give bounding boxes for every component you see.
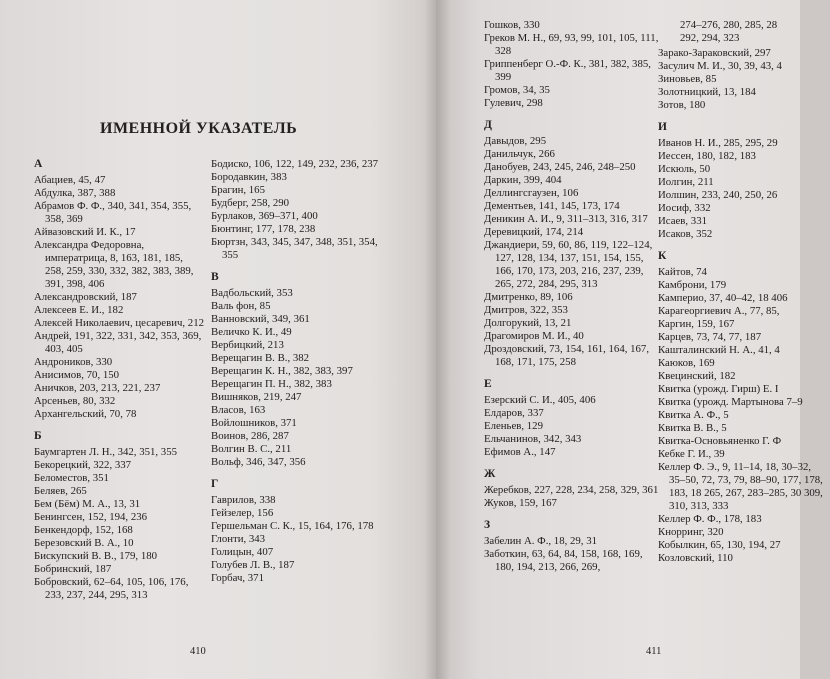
section-letter: А xyxy=(34,158,43,170)
index-entry: Квитка (урожд. Мартынова 7–9 xyxy=(658,396,803,408)
index-entry: Айвазовский И. К., 17 xyxy=(34,226,136,238)
index-entry: Каргин, 159, 167 xyxy=(658,318,735,330)
index-entry: Арсеньев, 80, 332 xyxy=(34,395,116,407)
index-entry: Искюль, 50 xyxy=(658,163,711,175)
index-entry: Еленьев, 129 xyxy=(484,420,543,432)
index-entry: Дроздовский, 73, 154, 161, 164, 167, 168, 171, 175, 258 xyxy=(484,343,650,368)
index-entry: Березовский В. А., 10 xyxy=(34,537,134,549)
index-entry: Греков М. Н., 69, 93, 99, 101, 105, 111, 328 xyxy=(484,32,659,57)
section-letter: К xyxy=(658,250,667,262)
index-entry: Голицын, 407 xyxy=(211,546,274,558)
index-entry: Власов, 163 xyxy=(211,404,266,416)
page-number-left: 410 xyxy=(190,646,206,657)
index-entry: Волгин В. С., 211 xyxy=(211,443,292,455)
continued-line-1: 274–276, 280, 285, 28 xyxy=(680,19,778,31)
index-entry: Гаврилов, 338 xyxy=(211,494,276,506)
index-entry: Квитка-Основьяненко Г. Ф xyxy=(658,435,782,447)
index-entry: Бенингсен, 152, 194, 236 xyxy=(34,511,148,523)
index-entry: Анисимов, 70, 150 xyxy=(34,369,120,381)
index-entry: Исаков, 352 xyxy=(658,228,713,240)
index-entry: Дементьев, 141, 145, 173, 174 xyxy=(484,200,620,212)
index-entry: Зиновьев, 85 xyxy=(658,73,717,85)
section-letter: В xyxy=(211,271,219,283)
index-entry: Беляев, 265 xyxy=(34,485,87,497)
section-letter: Е xyxy=(484,378,492,390)
index-entry: Деникин А. И., 9, 311–313, 316, 317 xyxy=(484,213,648,225)
index-entry: Квитка (урожд. Гирш) Е. I xyxy=(658,383,779,395)
section-letter: Б xyxy=(34,430,42,442)
index-entry: Вольф, 346, 347, 356 xyxy=(211,456,306,468)
index-entry: Горбач, 371 xyxy=(211,572,264,584)
index-entry: Гулевич, 298 xyxy=(484,97,543,109)
index-entry: Бобринский, 187 xyxy=(34,563,112,575)
section-letter: И xyxy=(658,121,667,133)
index-entry: Гошков, 330 xyxy=(484,19,540,31)
index-entry: Брагин, 165 xyxy=(211,184,265,196)
index-entry: Войлошников, 371 xyxy=(211,417,297,429)
index-entry: Забелин А. Ф., 18, 29, 31 xyxy=(484,535,597,547)
index-entry: Зотов, 180 xyxy=(658,99,706,111)
index-entry: Гриппенберг О.-Ф. К., 381, 382, 385, 399 xyxy=(484,58,651,83)
index-entry: Кайтов, 74 xyxy=(658,266,707,278)
index-entry: Верещагин В. В., 382 xyxy=(211,352,310,364)
index-entry: Кебке Г. И., 39 xyxy=(658,448,725,460)
index-column-right-2 xyxy=(658,47,828,565)
index-entry: Гершельман С. К., 15, 164, 176, 178 xyxy=(211,520,374,532)
index-entry: Джандиери, 59, 60, 86, 119, 122–124, 127, 128, 134, 137, 151, 154, 155, 166, 170, 173, 203, 216, 237, 239, 265, 272, 284, 295, 313 xyxy=(484,239,653,290)
index-column-left-1 xyxy=(34,158,204,602)
index-entry: Ефимов А., 147 xyxy=(484,446,556,458)
index-entry: Бискупский В. В., 179, 180 xyxy=(34,550,158,562)
index-entry: Козловский, 110 xyxy=(658,552,733,564)
section-letter: Д xyxy=(484,119,492,131)
index-entry: Бородавкин, 383 xyxy=(211,171,287,183)
index-entry: Келлер Ф. Ф., 178, 183 xyxy=(658,513,762,525)
index-entry: Величко К. И., 49 xyxy=(211,326,292,338)
continued-entry-zabotkin xyxy=(680,19,830,45)
index-entry: Бем (Бём) М. А., 13, 31 xyxy=(34,498,141,510)
index-entry: Засулич М. И., 30, 39, 43, 4 xyxy=(658,60,782,72)
index-entry: Верещагин К. Н., 382, 383, 397 xyxy=(211,365,353,377)
index-column-left-2 xyxy=(211,158,386,585)
index-entry: Деллингсгаузен, 106 xyxy=(484,187,579,199)
index-entry: Даркин, 399, 404 xyxy=(484,174,562,186)
index-entry: Архангельский, 70, 78 xyxy=(34,408,137,420)
index-entry: Алексеев Е. И., 182 xyxy=(34,304,124,316)
index-entry: Иосиф, 332 xyxy=(658,202,711,214)
index-entry: Бенкендорф, 152, 168 xyxy=(34,524,133,536)
index-entry: Келлер Ф. Э., 9, 11–14, 18, 30–32, 35–50, 72, 73, 79, 88–90, 177, 178, 183, 18 265, 267, 283–285, 30 309, 310, 313, 333 xyxy=(658,461,823,512)
index-entry: Драгомиров М. И., 40 xyxy=(484,330,584,342)
index-entry: Аничков, 203, 213, 221, 237 xyxy=(34,382,161,394)
index-entry: Иолшин, 233, 240, 250, 26 xyxy=(658,189,778,201)
index-column-right-1 xyxy=(484,19,659,574)
index-entry: Верещагин П. Н., 382, 383 xyxy=(211,378,332,390)
index-entry: Абдулка, 387, 388 xyxy=(34,187,116,199)
index-entry: Голубев Л. В., 187 xyxy=(211,559,295,571)
index-entry: Беломестов, 351 xyxy=(34,472,109,484)
index-entry: Долгорукий, 13, 21 xyxy=(484,317,572,329)
index-entry: Бурлаков, 369–371, 400 xyxy=(211,210,318,222)
index-entry: Данильчук, 266 xyxy=(484,148,555,160)
index-entry: Елдаров, 337 xyxy=(484,407,544,419)
index-entry: Вербицкий, 213 xyxy=(211,339,284,351)
index-entry: Деревицкий, 174, 214 xyxy=(484,226,584,238)
page-number-right: 411 xyxy=(646,646,662,657)
index-entry: Воинов, 286, 287 xyxy=(211,430,289,442)
continued-line-2: 292, 294, 323 xyxy=(680,32,740,44)
index-entry: Бюнтинг, 177, 178, 238 xyxy=(211,223,316,235)
index-entry: Дмитренко, 89, 106 xyxy=(484,291,573,303)
index-entry: Квитка В. В., 5 xyxy=(658,422,727,434)
index-entry: Бодиско, 106, 122, 149, 232, 236, 237 xyxy=(211,158,379,170)
index-entry: Камперио, 37, 40–42, 18 406 xyxy=(658,292,788,304)
index-entry: Данобуев, 243, 245, 246, 248–250 xyxy=(484,161,636,173)
index-entry: Александра Федоровна, императрица, 8, 163, 181, 185, 258, 259, 330, 332, 382, 383, 389, 391, 398, 406 xyxy=(34,239,194,290)
index-entry: Жеребков, 227, 228, 234, 258, 329, 361 xyxy=(484,484,659,496)
index-entry: Заботкин, 63, 64, 84, 158, 168, 169, 180, 194, 213, 266, 269, xyxy=(484,548,643,573)
index-entry: Будберг, 258, 290 xyxy=(211,197,290,209)
section-letter: Г xyxy=(211,478,219,490)
index-entry: Дмитров, 322, 353 xyxy=(484,304,568,316)
index-entry: Жуков, 159, 167 xyxy=(484,497,557,509)
section-letter: Ж xyxy=(484,468,496,480)
index-entry: Исаев, 331 xyxy=(658,215,707,227)
index-entry: Карагеоргиевич А., 77, 85, xyxy=(658,305,780,317)
page-title: ИМЕННОЙ УКАЗАТЕЛЬ xyxy=(100,120,298,137)
index-entry: Кашталинский Н. А., 41, 4 xyxy=(658,344,780,356)
index-entry: Алексей Николаевич, цесаревич, 212 xyxy=(34,317,204,329)
index-entry: Громов, 34, 35 xyxy=(484,84,550,96)
section-letter: З xyxy=(484,519,491,531)
index-entry: Каюков, 169 xyxy=(658,357,715,369)
index-entry: Кобылкин, 65, 130, 194, 27 xyxy=(658,539,781,551)
index-entry: Абрамов Ф. Ф., 340, 341, 354, 355, 358, 369 xyxy=(34,200,192,225)
index-entry: Ванновский, 349, 361 xyxy=(211,313,310,325)
index-entry: Валь фон, 85 xyxy=(211,300,271,312)
index-entry: Карцев, 73, 74, 77, 187 xyxy=(658,331,762,343)
index-entry: Андроников, 330 xyxy=(34,356,113,368)
index-entry: Золотницкий, 13, 184 xyxy=(658,86,756,98)
index-entry: Баумгартен Л. Н., 342, 351, 355 xyxy=(34,446,177,458)
index-entry: Давыдов, 295 xyxy=(484,135,547,147)
index-entry: Вадбольский, 353 xyxy=(211,287,293,299)
index-entry: Зарако-Зараковский, 297 xyxy=(658,47,771,59)
index-entry: Езерский С. И., 405, 406 xyxy=(484,394,596,406)
index-entry: Бобровский, 62–64, 105, 106, 176, 233, 237, 244, 295, 313 xyxy=(34,576,189,601)
index-entry: Александровский, 187 xyxy=(34,291,137,303)
index-entry: Гейзелер, 156 xyxy=(211,507,274,519)
index-entry: Иванов Н. И., 285, 295, 29 xyxy=(658,137,778,149)
index-entry: Ельчанинов, 342, 343 xyxy=(484,433,582,445)
index-entry: Камброни, 179 xyxy=(658,279,727,291)
index-entry: Андрей, 191, 322, 331, 342, 353, 369, 403, 405 xyxy=(34,330,202,355)
index-entry: Бекорецкий, 322, 337 xyxy=(34,459,132,471)
index-entry: Вишняков, 219, 247 xyxy=(211,391,302,403)
index-entry: Квецинский, 182 xyxy=(658,370,736,382)
index-entry: Бюртзн, 343, 345, 347, 348, 351, 354, 355 xyxy=(211,236,378,261)
index-entry: Глонти, 343 xyxy=(211,533,266,545)
index-entry: Квитка А. Ф., 5 xyxy=(658,409,729,421)
index-entry: Иолгин, 211 xyxy=(658,176,714,188)
index-entry: Иессен, 180, 182, 183 xyxy=(658,150,756,162)
index-entry: Кнорринг, 320 xyxy=(658,526,724,538)
index-entry: Абациев, 45, 47 xyxy=(34,174,106,186)
